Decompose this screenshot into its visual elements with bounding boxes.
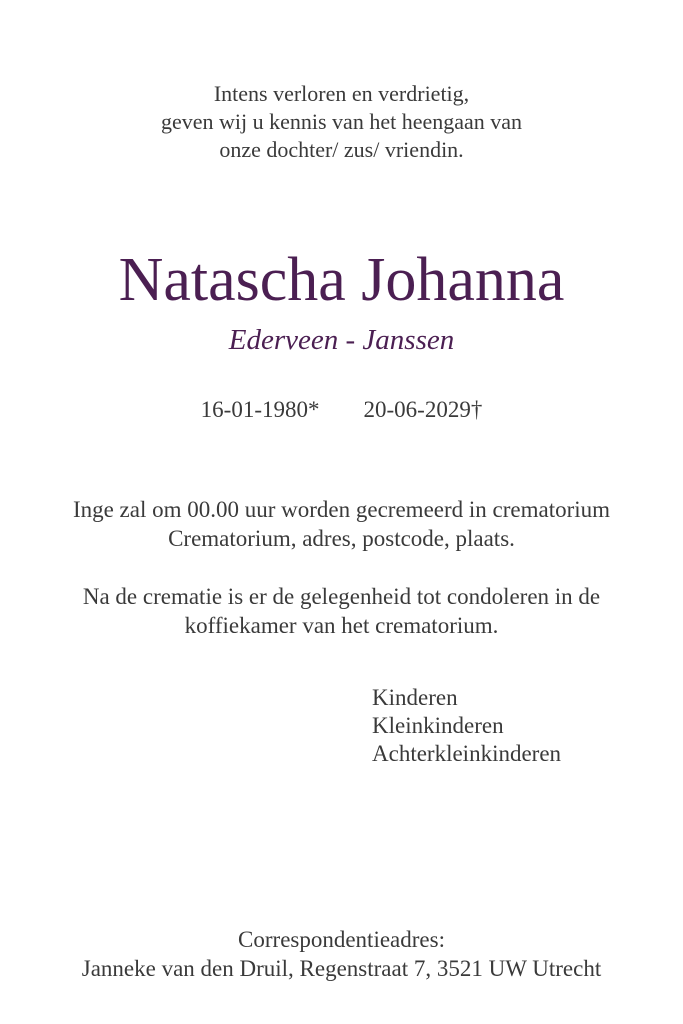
- family-item-kinderen: Kinderen: [372, 685, 458, 710]
- correspondence-address: Janneke van den Druil, Regenstraat 7, 3521 UW Utrecht: [81, 956, 602, 981]
- cremation-line-2: Crematorium, adres, postcode, plaats.: [168, 526, 515, 551]
- correspondence-block: [0, 925, 683, 983]
- condolence-text: [0, 582, 683, 640]
- cremation-text: [0, 495, 683, 553]
- family-list: [372, 684, 561, 768]
- intro-line-3: onze dochter/ zus/ vriendin.: [219, 137, 464, 162]
- family-item-achterkleinkinderen: Achterkleinkinderen: [372, 741, 562, 766]
- cremation-line-1: Inge zal om 00.00 uur worden gecremeerd in crematorium: [72, 497, 611, 522]
- intro-line-2: geven wij u kennis van het heengaan van: [160, 109, 523, 134]
- deceased-name: Natascha Johanna: [118, 246, 565, 314]
- condolence-line-1: Na de crematie is er de gelegenheid tot condoleren in de: [82, 584, 601, 609]
- intro-line-1: Intens verloren en verdrietig,: [213, 81, 470, 106]
- intro-text: [0, 80, 683, 164]
- birth-date: 16-01-1980*: [200, 397, 320, 422]
- family-item-kleinkinderen: Kleinkinderen: [372, 713, 504, 738]
- correspondence-label: Correspondentieadres:: [238, 927, 445, 952]
- life-dates: [0, 395, 683, 425]
- condolence-line-2: koffiekamer van het crematorium.: [184, 613, 499, 638]
- deceased-surname: Ederveen - Janssen: [228, 324, 455, 356]
- death-date: 20-06-2029†: [363, 397, 483, 422]
